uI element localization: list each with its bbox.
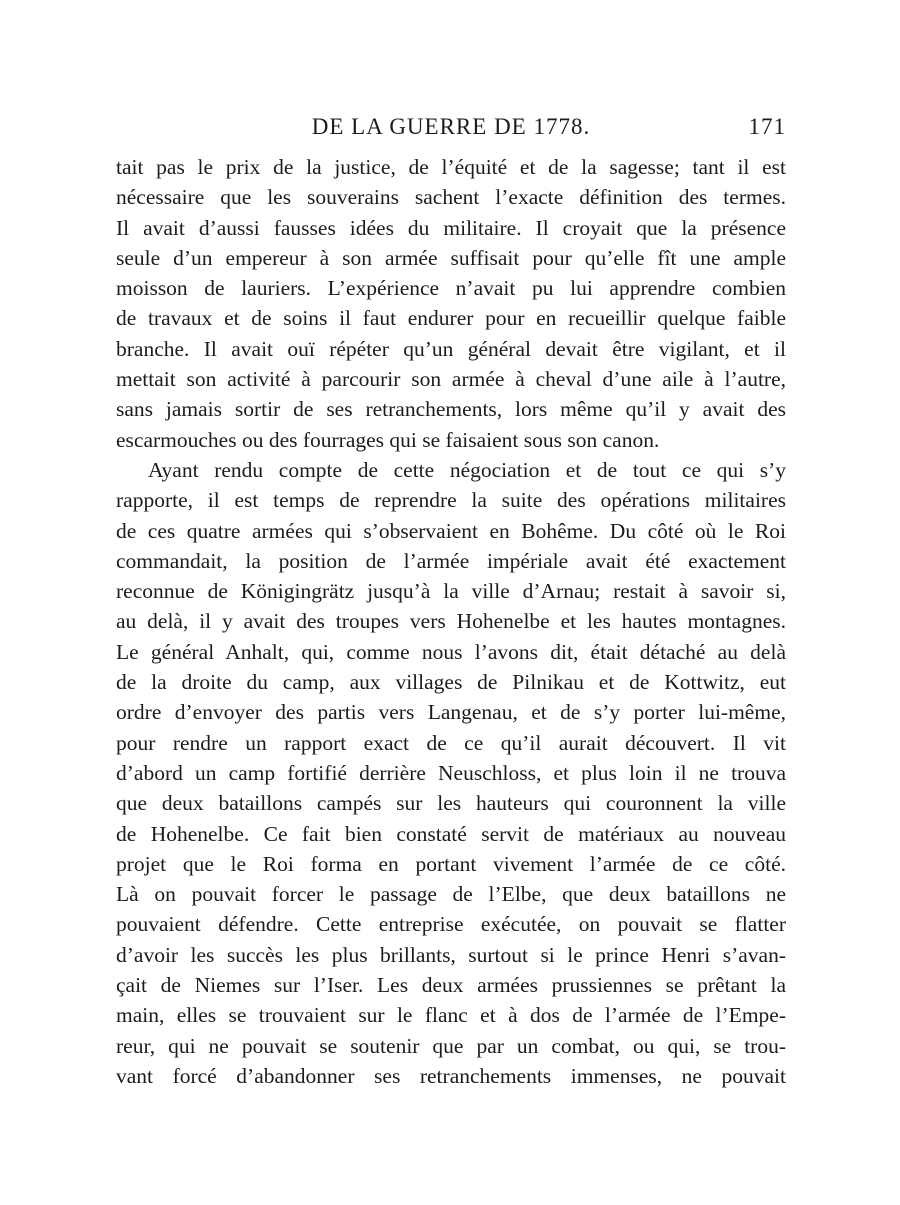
text-line: d’avoir les succès les plus brillants, surtout si le prince Henri s’avan- — [116, 942, 786, 967]
text-line: mettait son activité à parcourir son armée à cheval d’une aile à l’autre, — [116, 367, 786, 392]
text-line: d’abord un camp fortifié derrière Neuschloss, et plus loin il ne trouva — [116, 760, 786, 785]
text-line: reconnue de Königingrätz jusqu’à la ville d’Arnau; restait à savoir si, — [116, 579, 786, 604]
text-line: main, elles se trouvaient sur le flanc et à dos de l’armée de l’Empe- — [116, 1003, 786, 1028]
text-line: ordre d’envoyer des partis vers Langenau, et de s’y porter lui-même, — [116, 700, 786, 725]
text-line: çait de Niemes sur l’Iser. Les deux armées prussiennes se prêtant la — [116, 973, 786, 998]
text-line: de travaux et de soins il faut endurer pour en recueillir quelque faible — [116, 306, 786, 331]
text-line: tait pas le prix de la justice, de l’équité et de la sagesse; tant il est — [116, 155, 786, 179]
text-line: escarmouches ou des fourrages qui se faisaient sous son canon. — [116, 427, 660, 452]
body-text — [116, 152, 786, 1091]
text-line: pour rendre un rapport exact de ce qu’il aurait découvert. Il vit — [116, 730, 786, 755]
page-number: 171 — [748, 114, 786, 139]
text-line: moisson de lauriers. L’expérience n’avait pu lui apprendre combien — [116, 276, 786, 301]
text-line: nécessaire que les souverains sachent l’exacte définition des termes. — [116, 185, 786, 210]
text-line: Il avait d’aussi fausses idées du militaire. Il croyait que la présence — [116, 215, 786, 240]
text-line: vant forcé d’abandonner ses retranchements immenses, ne pouvait — [116, 1063, 786, 1088]
text-line: pouvaient défendre. Cette entreprise exécutée, on pouvait se flatter — [116, 912, 786, 937]
text-line: de ces quatre armées qui s’observaient en Bohême. Du côté où le Roi — [116, 518, 786, 543]
text-line: rapporte, il est temps de reprendre la suite des opérations militaires — [116, 488, 786, 513]
text-line: de Hohenelbe. Ce fait bien constaté servit de matériaux au nouveau — [116, 821, 786, 846]
text-line: reur, qui ne pouvait se soutenir que par un combat, ou qui, se trou- — [116, 1033, 786, 1058]
paragraph-first-line: Ayant rendu compte de cette négociation et de tout ce qui s’y — [148, 457, 786, 482]
text-line: commandait, la position de l’armée impériale avait été exactement — [116, 548, 786, 573]
text-line: que deux bataillons campés sur les hauteurs qui couronnent la ville — [116, 791, 786, 816]
text-line: seule d’un empereur à son armée suffisait pour qu’elle fît une ample — [116, 245, 786, 270]
text-line: de la droite du camp, aux villages de Pilnikau et de Kottwitz, eut — [116, 670, 786, 695]
text-line: sans jamais sortir de ses retranchements, lors même qu’il y avait des — [116, 397, 786, 422]
running-head — [116, 110, 786, 146]
text-line: Là on pouvait forcer le passage de l’Elbe, que deux bataillons ne — [116, 882, 786, 907]
text-line: au delà, il y avait des troupes vers Hohenelbe et les hautes montagnes. — [116, 609, 786, 634]
text-line: projet que le Roi forma en portant vivement l’armée de ce côté. — [116, 851, 786, 876]
text-line: branche. Il avait ouï répéter qu’un général devait être vigilant, et il — [116, 336, 786, 361]
text-line: Le général Anhalt, qui, comme nous l’avons dit, était détaché au delà — [116, 639, 786, 664]
running-title: DE LA GUERRE DE 1778. — [311, 114, 591, 139]
